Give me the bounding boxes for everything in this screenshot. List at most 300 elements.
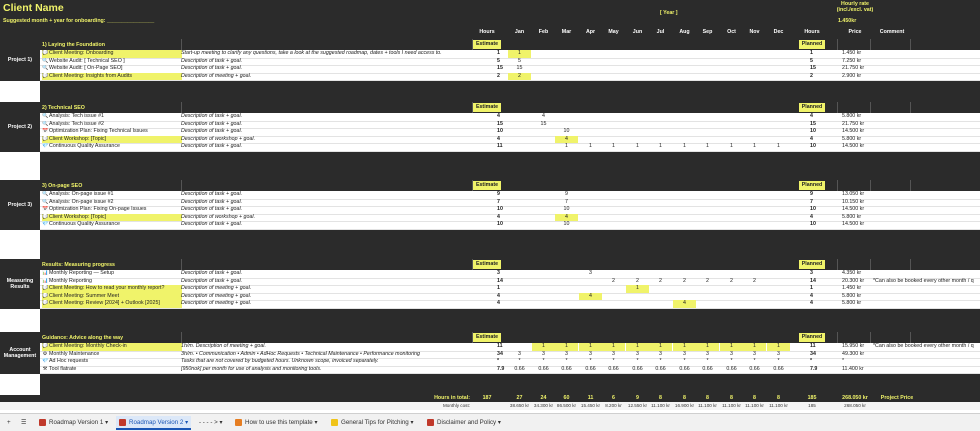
estimate-label[interactable]: Estimate (473, 260, 501, 269)
task-cell[interactable] (42, 270, 182, 278)
client-name[interactable]: Client Name (3, 2, 64, 14)
description-cell[interactable]: Description of task + goal. (181, 65, 243, 72)
month-cell[interactable] (649, 65, 672, 73)
task-cell[interactable] (42, 285, 182, 293)
comment-cell[interactable] (873, 50, 980, 58)
month-cell[interactable] (508, 270, 531, 278)
month-cell[interactable] (767, 136, 790, 144)
month-cell[interactable] (555, 50, 578, 58)
month-cell[interactable]: 4 (542, 113, 545, 119)
price-cell[interactable]: 1.450 kr (842, 50, 862, 56)
month-cell[interactable] (649, 128, 672, 136)
price-cell[interactable]: 13.050 kr (842, 191, 865, 197)
month-cell[interactable]: 1 (649, 343, 672, 351)
month-cell[interactable]: 10 (563, 221, 570, 228)
planned-label[interactable]: Planned (799, 333, 825, 342)
description-cell[interactable]: Start-up meeting to clarify any questions, take a look at the suggested roadmap, dates + tools I need access to. (181, 50, 442, 56)
month-cell[interactable] (649, 206, 672, 214)
month-cell[interactable] (532, 199, 555, 207)
month-cell[interactable]: 10 (563, 206, 570, 213)
estimate-hours-cell[interactable]: 4 (497, 135, 500, 142)
task-cell[interactable] (42, 58, 182, 66)
planned-hours-cell[interactable]: 4 (810, 292, 813, 299)
month-cell[interactable] (720, 50, 743, 58)
month-cell[interactable]: * (518, 358, 521, 365)
month-cell[interactable] (720, 136, 743, 144)
month-cell[interactable] (673, 58, 696, 66)
month-cell[interactable]: 15 (540, 120, 547, 127)
month-cell[interactable] (602, 113, 625, 121)
section-side-label[interactable]: Project 2) (0, 102, 40, 152)
comment-cell[interactable] (873, 221, 980, 229)
estimate-hours-cell[interactable]: 2 (497, 72, 500, 79)
month-cell[interactable] (720, 206, 743, 214)
estimate-hours-cell[interactable]: 1 (497, 50, 500, 56)
sheet-tab-4[interactable] (116, 416, 191, 430)
month-cell[interactable]: * (659, 358, 662, 365)
month-cell[interactable]: * (683, 358, 686, 365)
month-cell[interactable] (579, 136, 602, 144)
task-cell[interactable] (42, 121, 182, 129)
month-cell[interactable] (626, 191, 649, 199)
month-cell[interactable] (508, 121, 531, 129)
description-cell[interactable]: Description of meeting + goal. (181, 72, 252, 79)
comment-cell[interactable]: *Can also be booked every other month / q (873, 277, 974, 284)
month-cell[interactable] (532, 285, 555, 293)
price-cell[interactable]: 15.950 kr (842, 343, 865, 349)
month-cell[interactable] (626, 270, 649, 278)
month-cell[interactable] (532, 214, 555, 222)
month-cell[interactable]: 1 (730, 143, 733, 150)
month-cell[interactable] (649, 121, 672, 129)
task-cell[interactable] (42, 221, 182, 229)
month-cell[interactable] (508, 285, 531, 293)
month-cell[interactable]: 4 (579, 293, 602, 301)
month-cell[interactable] (555, 285, 578, 293)
month-cell[interactable] (767, 285, 790, 293)
month-cell[interactable] (743, 300, 766, 308)
comment-cell[interactable] (873, 121, 980, 129)
description-cell[interactable]: [950nok] per month for use of analysis and monitoring tools. (181, 365, 322, 372)
month-cell[interactable] (626, 199, 649, 207)
month-cell[interactable] (696, 221, 719, 229)
month-cell[interactable]: 3 (753, 350, 756, 357)
description-cell[interactable]: Description of task + goal. (181, 113, 243, 119)
estimate-hours-cell[interactable]: 10 (497, 128, 503, 135)
planned-hours-cell[interactable]: 15 (810, 120, 816, 127)
month-cell[interactable]: 1 (602, 343, 625, 351)
month-cell[interactable] (555, 73, 578, 81)
month-cell[interactable]: 3 (565, 350, 568, 357)
month-cell[interactable] (602, 73, 625, 81)
month-cell[interactable] (626, 206, 649, 214)
month-cell[interactable] (532, 191, 555, 199)
month-cell[interactable] (532, 270, 555, 278)
estimate-hours-cell[interactable]: 4 (497, 213, 500, 220)
estimate-hours-cell[interactable]: 10 (497, 221, 503, 228)
month-cell[interactable] (696, 214, 719, 222)
month-cell[interactable] (767, 278, 790, 286)
month-cell[interactable] (767, 206, 790, 214)
estimate-label[interactable]: Estimate (473, 40, 501, 49)
planned-hours-cell[interactable]: 9 (810, 191, 813, 197)
month-cell[interactable] (508, 221, 531, 229)
task-cell[interactable] (42, 199, 182, 207)
month-cell[interactable] (579, 113, 602, 121)
planned-hours-cell[interactable]: 4 (810, 113, 813, 119)
month-cell[interactable]: 0.66 (561, 365, 572, 372)
month-cell[interactable] (743, 65, 766, 73)
estimate-hours-cell[interactable]: 7.9 (497, 365, 505, 372)
description-cell[interactable]: Description of task + goal. (181, 206, 243, 213)
month-cell[interactable] (532, 221, 555, 229)
month-cell[interactable]: * (777, 358, 780, 365)
month-cell[interactable]: 3 (730, 350, 733, 357)
price-cell[interactable]: 49.300 kr (842, 350, 865, 357)
month-cell[interactable]: * (706, 358, 709, 365)
month-cell[interactable] (767, 73, 790, 81)
month-cell[interactable]: 3 (612, 350, 615, 357)
month-cell[interactable] (696, 199, 719, 207)
month-cell[interactable] (673, 199, 696, 207)
month-cell[interactable]: 3 (589, 270, 592, 276)
month-cell[interactable] (696, 58, 719, 66)
section-title[interactable]: 3) On-page SEO (42, 183, 83, 189)
month-cell[interactable] (767, 50, 790, 58)
month-cell[interactable] (720, 270, 743, 278)
month-cell[interactable] (508, 300, 531, 308)
task-cell[interactable] (42, 136, 182, 144)
comment-cell[interactable] (873, 270, 980, 278)
comment-cell[interactable] (873, 206, 980, 214)
task-cell[interactable] (42, 278, 182, 286)
month-cell[interactable] (696, 136, 719, 144)
month-cell[interactable] (579, 278, 602, 286)
month-cell[interactable] (626, 221, 649, 229)
month-cell[interactable] (579, 73, 602, 81)
section-title[interactable]: 1) Laying the Foundation (42, 42, 105, 48)
description-cell[interactable]: Description of task + goal. (181, 57, 243, 64)
month-cell[interactable] (579, 58, 602, 66)
planned-hours-cell[interactable]: 10 (810, 221, 816, 228)
month-cell[interactable] (649, 270, 672, 278)
month-cell[interactable] (767, 300, 790, 308)
planned-label[interactable]: Planned (799, 260, 825, 269)
price-cell[interactable]: 20.300 kr (842, 277, 865, 284)
sheet-tab-2[interactable] (18, 416, 30, 430)
month-cell[interactable] (767, 199, 790, 207)
month-cell[interactable]: 1 (636, 143, 639, 150)
month-cell[interactable] (508, 128, 531, 136)
price-cell[interactable]: 5.800 kr (842, 135, 862, 142)
comment-cell[interactable] (873, 293, 980, 301)
month-cell[interactable] (673, 206, 696, 214)
month-cell[interactable] (602, 214, 625, 222)
month-cell[interactable] (579, 128, 602, 136)
month-cell[interactable] (626, 128, 649, 136)
month-cell[interactable] (626, 214, 649, 222)
section-title[interactable]: 2) Technical SEO (42, 105, 85, 111)
month-cell[interactable]: 2 (683, 277, 686, 284)
comment-cell[interactable] (873, 143, 980, 151)
month-cell[interactable] (767, 293, 790, 301)
section-title[interactable]: Results: Measuring progress (42, 262, 115, 268)
planned-hours-cell[interactable]: 10 (810, 128, 816, 135)
month-cell[interactable] (720, 128, 743, 136)
month-cell[interactable]: 4 (555, 136, 578, 144)
month-cell[interactable] (555, 270, 578, 278)
estimate-hours-cell[interactable]: * (497, 358, 500, 365)
estimate-hours-cell[interactable]: 9 (497, 191, 500, 197)
month-cell[interactable] (720, 58, 743, 66)
sheet-tab-8[interactable] (424, 416, 504, 430)
month-cell[interactable] (532, 65, 555, 73)
comment-cell[interactable] (873, 73, 980, 81)
description-cell[interactable]: Description of task + goal. (181, 128, 243, 135)
month-cell[interactable] (602, 50, 625, 58)
estimate-hours-cell[interactable]: 1 (497, 285, 500, 292)
month-cell[interactable] (696, 293, 719, 301)
section-side-label[interactable]: Project 1) (0, 39, 40, 81)
month-cell[interactable] (532, 50, 555, 58)
month-cell[interactable] (696, 191, 719, 199)
month-cell[interactable] (696, 121, 719, 129)
month-cell[interactable] (767, 214, 790, 222)
month-cell[interactable]: * (589, 358, 592, 365)
month-cell[interactable]: 1 (626, 343, 649, 351)
month-cell[interactable]: 1 (673, 343, 696, 351)
month-cell[interactable] (720, 293, 743, 301)
month-cell[interactable] (579, 206, 602, 214)
month-cell[interactable] (743, 221, 766, 229)
month-cell[interactable] (602, 136, 625, 144)
month-cell[interactable] (720, 73, 743, 81)
month-cell[interactable] (767, 270, 790, 278)
month-cell[interactable]: 2 (508, 73, 531, 81)
month-cell[interactable] (602, 58, 625, 66)
comment-cell[interactable]: *Can also be booked every other month / q (873, 343, 974, 349)
task-cell[interactable] (42, 358, 182, 366)
month-cell[interactable] (720, 65, 743, 73)
price-cell[interactable]: 7.250 kr (842, 57, 862, 64)
month-cell[interactable] (579, 300, 602, 308)
month-cell[interactable]: 0.66 (538, 365, 549, 372)
month-cell[interactable] (649, 58, 672, 66)
planned-hours-cell[interactable]: 5 (810, 57, 813, 64)
month-cell[interactable] (626, 300, 649, 308)
month-cell[interactable] (532, 143, 555, 151)
month-cell[interactable]: * (753, 358, 756, 365)
description-cell[interactable]: Description of workshop + goal. (181, 135, 256, 142)
month-cell[interactable]: 1 (555, 343, 578, 351)
month-cell[interactable]: 0.66 (702, 365, 713, 372)
month-cell[interactable] (743, 113, 766, 121)
price-cell[interactable]: 21.750 kr (842, 120, 865, 127)
description-cell[interactable]: Description of meeting + goal. (181, 300, 252, 307)
month-cell[interactable] (743, 73, 766, 81)
planned-label[interactable]: Planned (799, 103, 825, 112)
price-cell[interactable]: 5.800 kr (842, 113, 862, 119)
month-cell[interactable] (743, 191, 766, 199)
month-cell[interactable]: 1 (612, 143, 615, 150)
month-cell[interactable] (673, 191, 696, 199)
month-cell[interactable] (720, 300, 743, 308)
month-cell[interactable] (602, 191, 625, 199)
month-cell[interactable] (579, 65, 602, 73)
month-cell[interactable]: 2 (730, 277, 733, 284)
month-cell[interactable] (602, 285, 625, 293)
month-cell[interactable] (743, 293, 766, 301)
comment-cell[interactable] (873, 191, 980, 199)
month-cell[interactable] (743, 50, 766, 58)
month-cell[interactable]: 1 (706, 143, 709, 150)
month-cell[interactable] (579, 199, 602, 207)
estimate-hours-cell[interactable]: 4 (497, 292, 500, 299)
month-cell[interactable] (602, 199, 625, 207)
month-cell[interactable]: 1 (767, 343, 790, 351)
month-cell[interactable]: 3 (542, 350, 545, 357)
month-cell[interactable]: 5 (518, 57, 521, 64)
month-cell[interactable] (673, 285, 696, 293)
month-cell[interactable] (626, 73, 649, 81)
month-cell[interactable]: 0.66 (632, 365, 643, 372)
description-cell[interactable]: Description of task + goal. (181, 191, 243, 197)
sheet-tab-7[interactable] (328, 416, 417, 430)
month-cell[interactable] (743, 206, 766, 214)
year-placeholder[interactable]: [ Year ] (660, 10, 678, 16)
month-cell[interactable] (532, 206, 555, 214)
month-cell[interactable] (743, 199, 766, 207)
month-cell[interactable] (508, 143, 531, 151)
month-cell[interactable] (508, 199, 531, 207)
planned-hours-cell[interactable]: 1 (810, 285, 813, 292)
description-cell[interactable]: 1h/m. Description of meeting + goal. (181, 343, 266, 349)
month-cell[interactable]: 10 (563, 128, 570, 135)
month-cell[interactable] (673, 65, 696, 73)
month-cell[interactable]: * (565, 358, 568, 365)
estimate-hours-cell[interactable]: 34 (497, 350, 503, 357)
month-cell[interactable] (720, 191, 743, 199)
month-cell[interactable] (743, 136, 766, 144)
month-cell[interactable] (602, 65, 625, 73)
comment-cell[interactable] (873, 366, 980, 374)
month-cell[interactable] (767, 113, 790, 121)
month-cell[interactable]: 7 (565, 198, 568, 205)
month-cell[interactable] (508, 136, 531, 144)
description-cell[interactable]: Description of task + goal. (181, 120, 243, 127)
month-cell[interactable] (743, 128, 766, 136)
month-cell[interactable] (696, 65, 719, 73)
month-cell[interactable] (555, 65, 578, 73)
month-cell[interactable]: 1 (753, 143, 756, 150)
sheet-tab-1[interactable] (4, 416, 14, 430)
estimate-hours-cell[interactable]: 15 (497, 65, 503, 72)
month-cell[interactable] (508, 191, 531, 199)
month-cell[interactable] (767, 191, 790, 199)
description-cell[interactable]: Description of meeting + goal. (181, 285, 252, 292)
month-cell[interactable] (720, 214, 743, 222)
month-cell[interactable] (696, 206, 719, 214)
month-cell[interactable] (743, 121, 766, 129)
price-cell[interactable]: 21.750 kr (842, 65, 865, 72)
planned-hours-cell[interactable]: 7.9 (810, 365, 818, 372)
description-cell[interactable]: Description of meeting + goal. (181, 292, 252, 299)
comment-cell[interactable] (873, 113, 980, 121)
month-cell[interactable] (720, 285, 743, 293)
month-cell[interactable]: 2 (706, 277, 709, 284)
month-cell[interactable] (673, 73, 696, 81)
month-cell[interactable] (555, 121, 578, 129)
planned-label[interactable]: Planned (799, 181, 825, 190)
month-cell[interactable]: 0.66 (655, 365, 666, 372)
month-cell[interactable] (602, 128, 625, 136)
month-cell[interactable] (696, 128, 719, 136)
month-cell[interactable]: 2 (753, 277, 756, 284)
month-cell[interactable] (649, 199, 672, 207)
month-cell[interactable]: 4 (673, 300, 696, 308)
comment-cell[interactable] (873, 300, 980, 308)
month-cell[interactable] (673, 221, 696, 229)
month-cell[interactable] (696, 73, 719, 81)
month-cell[interactable]: 4 (555, 214, 578, 222)
estimate-hours-cell[interactable]: 11 (497, 343, 503, 349)
month-cell[interactable] (555, 278, 578, 286)
price-cell[interactable]: * (842, 358, 845, 365)
estimate-hours-cell[interactable]: 4 (497, 113, 500, 119)
planned-hours-cell[interactable]: 2 (810, 72, 813, 79)
month-cell[interactable] (602, 121, 625, 129)
planned-hours-cell[interactable]: 10 (810, 143, 816, 150)
comment-cell[interactable] (873, 128, 980, 136)
planned-hours-cell[interactable]: 4 (810, 213, 813, 220)
month-cell[interactable]: 1 (565, 143, 568, 150)
price-cell[interactable]: 1.450 kr (842, 285, 862, 292)
planned-hours-cell[interactable]: 7 (810, 198, 813, 205)
price-cell[interactable]: 5.800 kr (842, 292, 862, 299)
section-side-label[interactable]: Account Management (0, 332, 40, 374)
month-cell[interactable]: * (542, 358, 545, 365)
month-cell[interactable] (532, 300, 555, 308)
month-cell[interactable] (602, 270, 625, 278)
planned-hours-cell[interactable]: 3 (810, 270, 813, 276)
planned-hours-cell[interactable]: 1 (810, 50, 813, 56)
planned-hours-cell[interactable]: 34 (810, 350, 816, 357)
task-cell[interactable] (42, 191, 182, 199)
month-cell[interactable] (579, 191, 602, 199)
month-cell[interactable] (555, 300, 578, 308)
month-cell[interactable]: 1 (589, 143, 592, 150)
month-cell[interactable] (696, 113, 719, 121)
comment-cell[interactable] (873, 136, 980, 144)
price-cell[interactable]: 4.350 kr (842, 270, 862, 276)
month-cell[interactable] (626, 113, 649, 121)
month-cell[interactable] (555, 293, 578, 301)
month-cell[interactable]: 3 (636, 350, 639, 357)
month-cell[interactable] (696, 270, 719, 278)
planned-hours-cell[interactable]: * (810, 358, 813, 365)
month-cell[interactable] (579, 214, 602, 222)
month-cell[interactable] (743, 214, 766, 222)
month-cell[interactable] (720, 113, 743, 121)
month-cell[interactable] (673, 136, 696, 144)
month-cell[interactable] (626, 65, 649, 73)
sheet-tab-3[interactable] (36, 416, 111, 430)
month-cell[interactable] (649, 214, 672, 222)
planned-hours-cell[interactable]: 10 (810, 206, 816, 213)
month-cell[interactable]: 1 (626, 285, 649, 293)
month-cell[interactable] (649, 50, 672, 58)
task-cell[interactable] (42, 206, 182, 214)
